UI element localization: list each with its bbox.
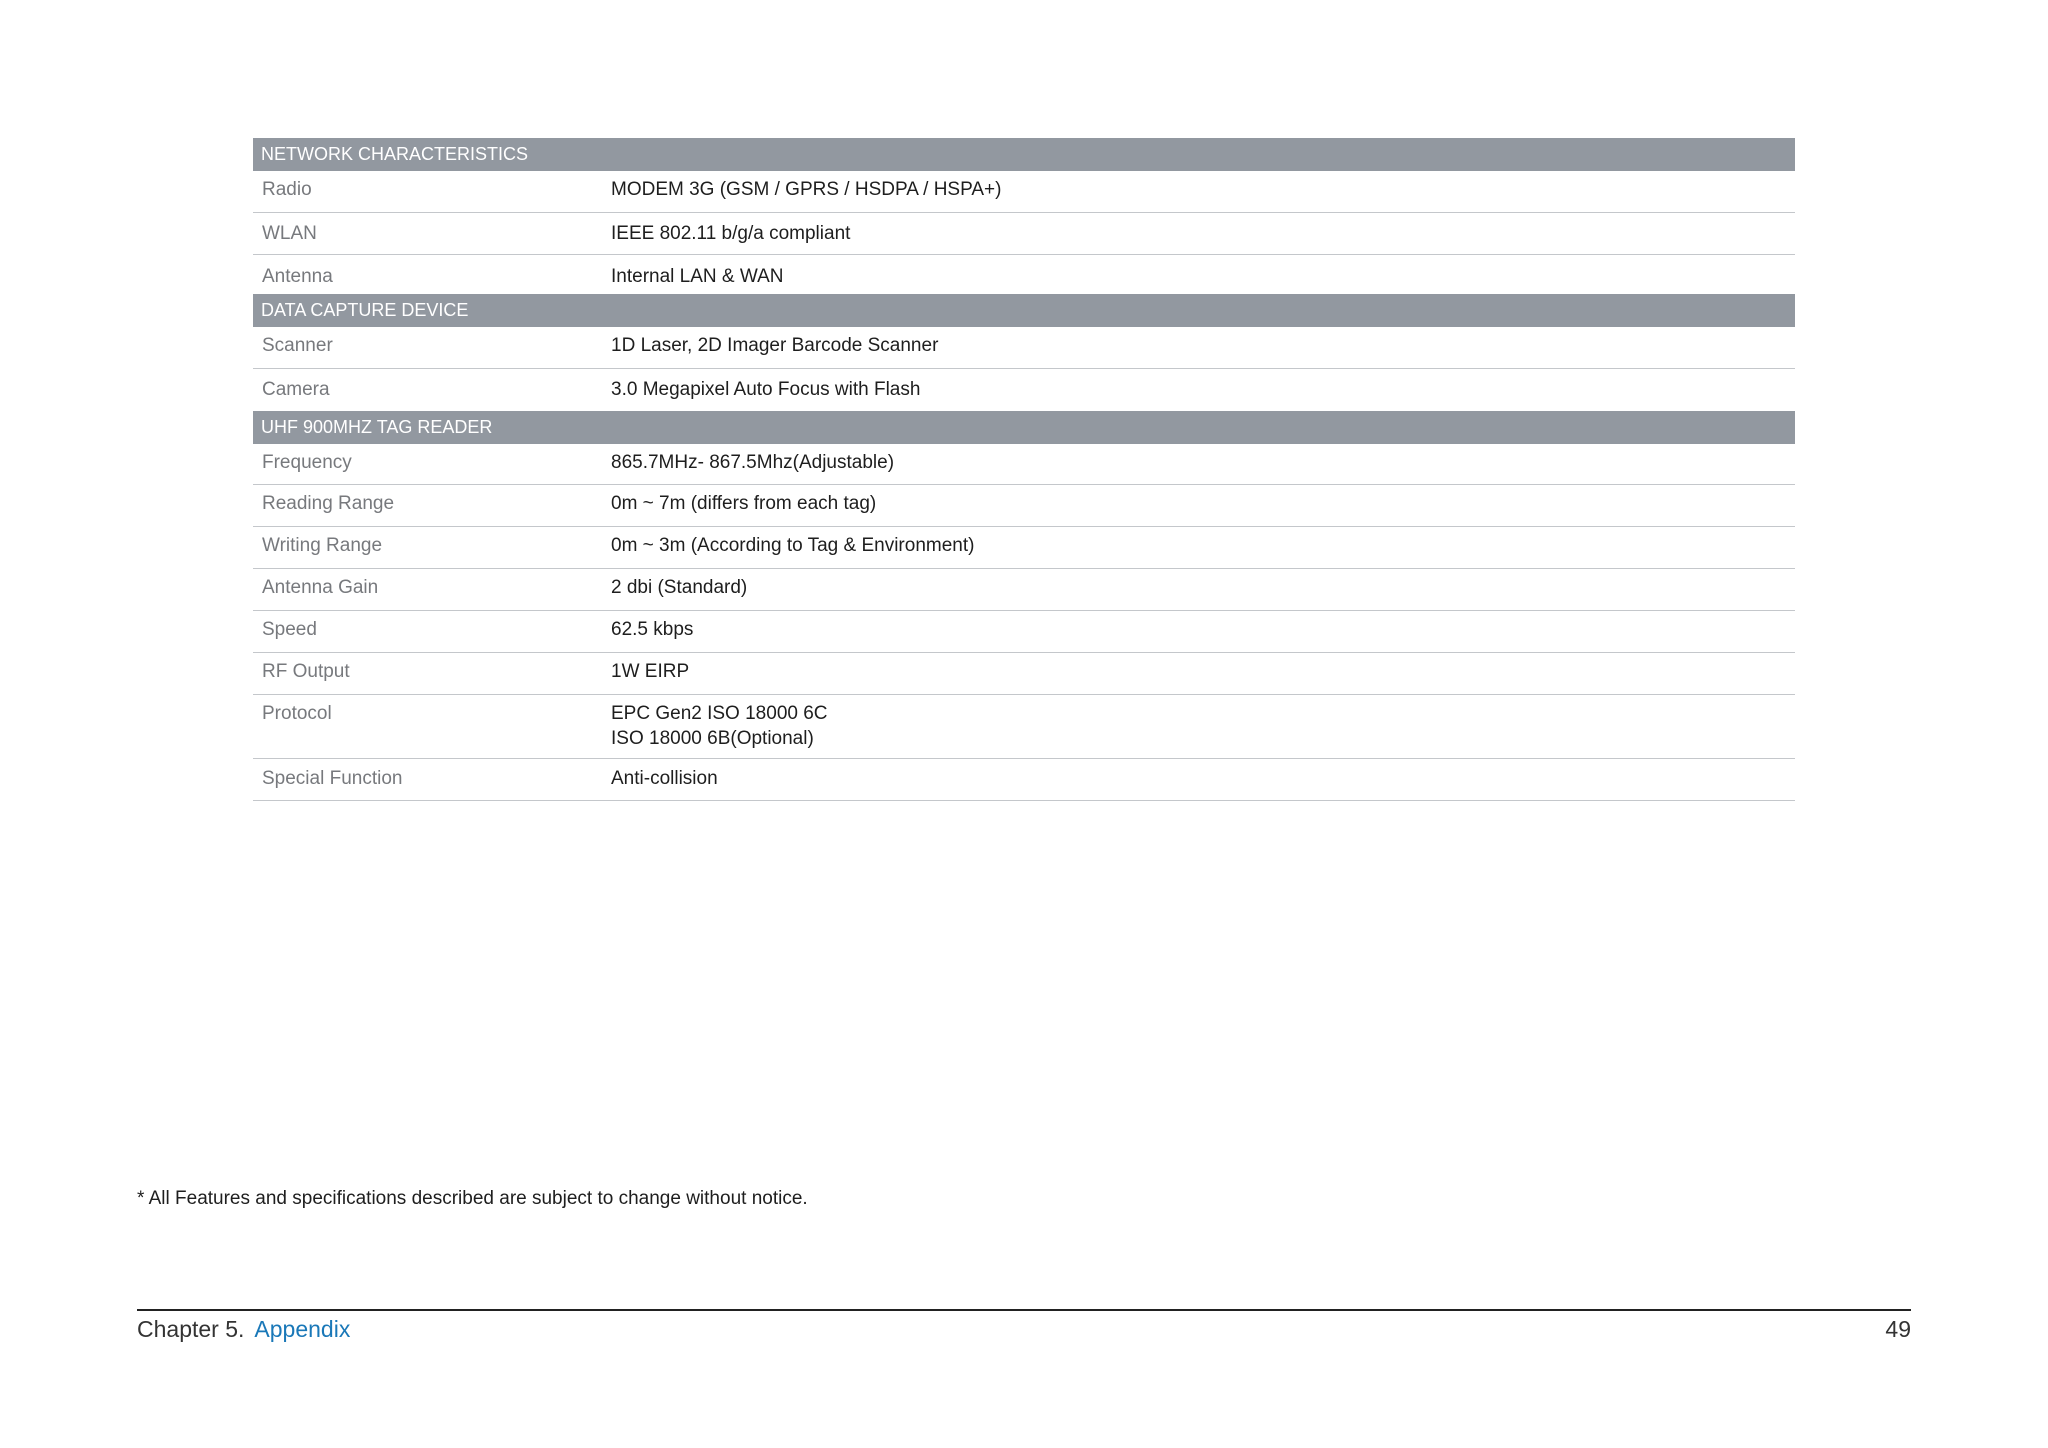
row-value: 2 dbi (Standard)	[611, 577, 748, 598]
row-label: Antenna Gain	[262, 577, 379, 598]
section-header-data-capture: DATA CAPTURE DEVICE	[253, 294, 1795, 327]
row-value-line: EPC Gen2 ISO 18000 6C	[611, 703, 828, 724]
footer-chapter	[137, 1316, 350, 1343]
table-row	[253, 255, 1795, 294]
row-value-multiline	[611, 701, 828, 751]
row-label: Radio	[262, 179, 312, 200]
footnote: * All Features and specifications described are subject to change without notice.	[137, 1188, 808, 1209]
row-value: 0m ~ 7m (differs from each tag)	[611, 493, 877, 514]
table-row	[253, 611, 1795, 653]
table-row	[253, 171, 1795, 213]
table-row	[253, 485, 1795, 527]
row-label: Writing Range	[262, 535, 383, 556]
table-row	[253, 527, 1795, 569]
row-value: Internal LAN & WAN	[611, 266, 784, 287]
page-number: 49	[1885, 1316, 1911, 1342]
row-label: Frequency	[262, 452, 352, 473]
row-label: RF Output	[262, 661, 350, 682]
row-label: WLAN	[262, 223, 317, 244]
row-label: Scanner	[262, 335, 333, 356]
row-label: Antenna	[262, 266, 333, 287]
table-row	[253, 695, 1795, 759]
appendix-link[interactable]: Appendix	[254, 1316, 351, 1342]
table-row	[253, 444, 1795, 485]
table-row	[253, 569, 1795, 611]
table-row	[253, 369, 1795, 411]
row-value: 865.7MHz- 867.5Mhz(Adjustable)	[611, 452, 895, 473]
spec-table	[253, 138, 1795, 801]
row-label: Special Function	[262, 768, 403, 789]
row-value: 1W EIRP	[611, 661, 690, 682]
row-label: Camera	[262, 379, 330, 400]
table-row	[253, 213, 1795, 255]
table-row	[253, 759, 1795, 801]
row-label: Speed	[262, 619, 317, 640]
table-row	[253, 327, 1795, 369]
row-value: IEEE 802.11 b/g/a compliant	[611, 223, 851, 244]
section-header-network: NETWORK CHARACTERISTICS	[253, 138, 1795, 171]
table-row	[253, 653, 1795, 695]
row-value: 0m ~ 3m (According to Tag & Environment)	[611, 535, 975, 556]
chapter-label: Chapter 5.	[137, 1316, 245, 1342]
row-value-line: ISO 18000 6B(Optional)	[611, 728, 814, 749]
row-value: 3.0 Megapixel Auto Focus with Flash	[611, 379, 921, 400]
row-label: Reading Range	[262, 493, 395, 514]
row-label: Protocol	[262, 703, 332, 724]
row-value: 62.5 kbps	[611, 619, 694, 640]
row-value: 1D Laser, 2D Imager Barcode Scanner	[611, 335, 939, 356]
footer-divider	[137, 1309, 1911, 1311]
row-value: MODEM 3G (GSM / GPRS / HSDPA / HSPA+)	[611, 179, 1002, 200]
section-header-uhf-reader: UHF 900MHZ TAG READER	[253, 411, 1795, 444]
row-value: Anti-collision	[611, 768, 718, 789]
